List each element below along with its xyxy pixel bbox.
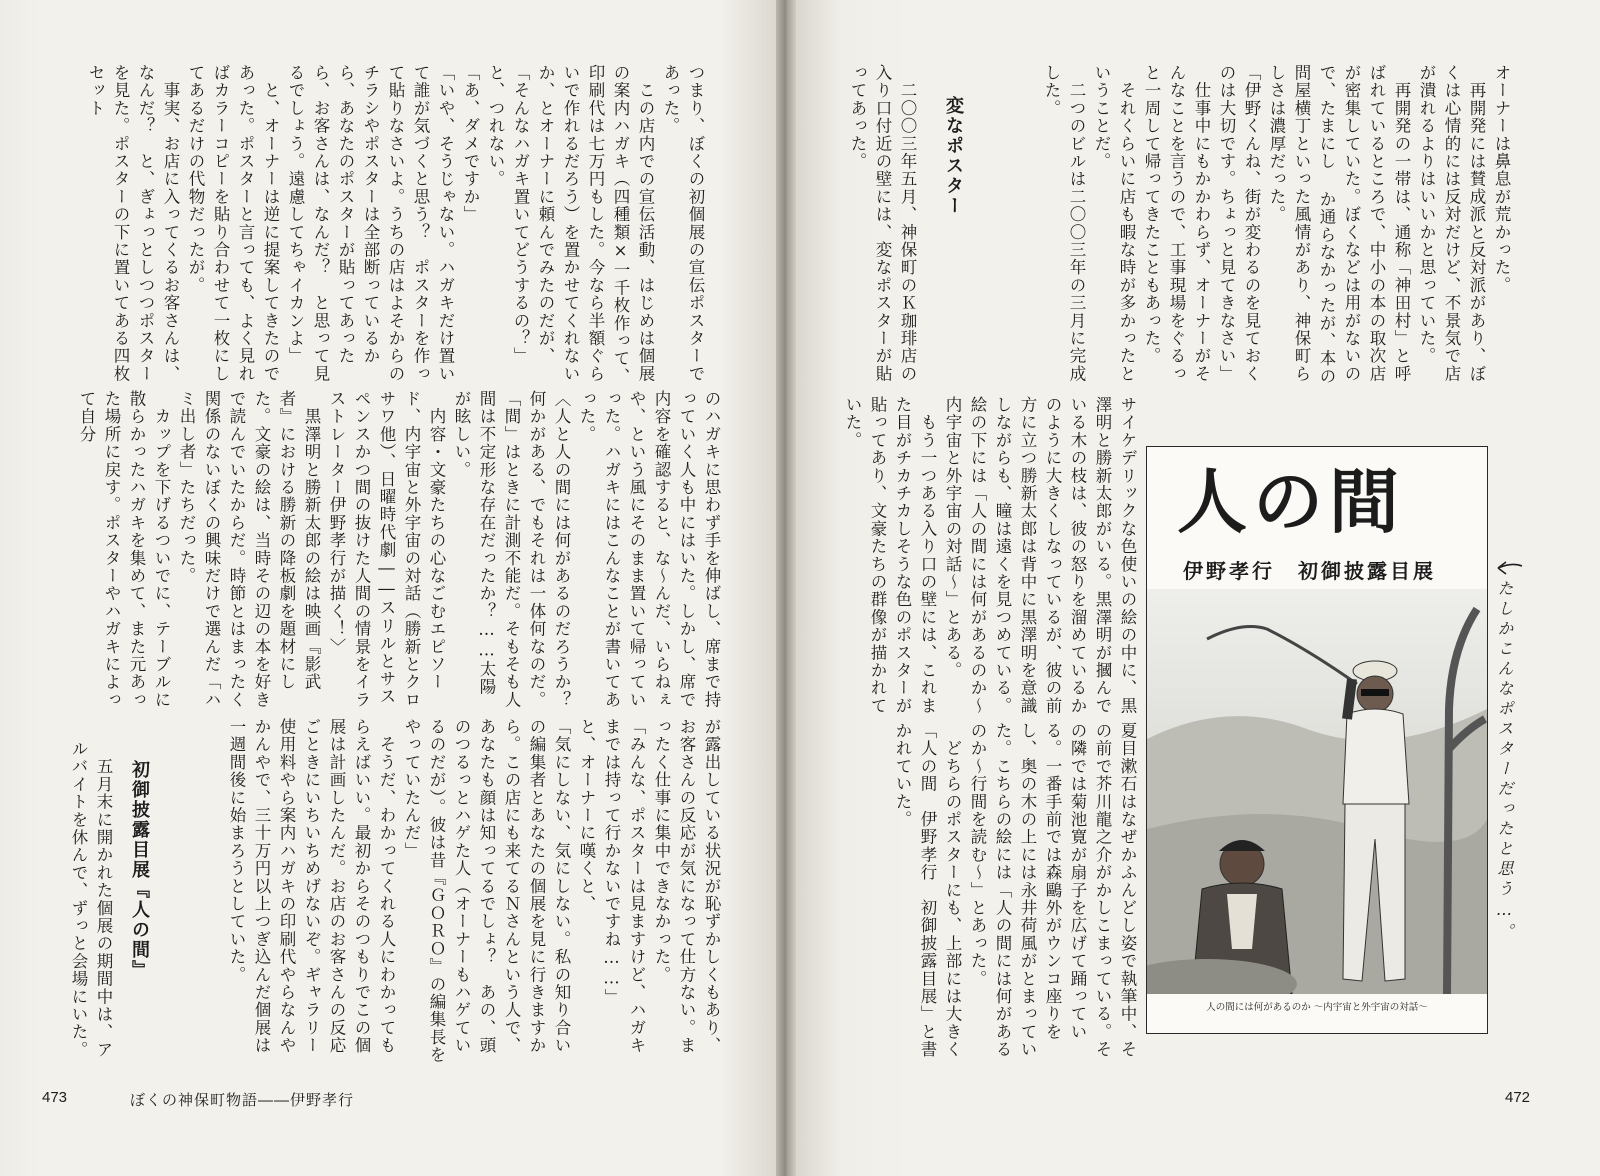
left-folio: 473: [42, 1089, 68, 1106]
poster-subtitle: 伊野孝行 初御披露目展: [1183, 559, 1436, 583]
handwritten-note: たしかこんなポスターだったと思う…。: [1495, 580, 1514, 943]
poster-caption: 人の間には何があるのか ～内宇宙と外宇宙の対話～: [1206, 1002, 1428, 1013]
poster-artwork: [1147, 589, 1487, 994]
left-upper-text: つまり、ぼくの初個展の宣伝ポスターであった。 この店内での宣伝活動、はじめは個展の案内ハガキ（四種類×一千枚作って、印刷代は七万円もした。今なら半額ぐらいで作れるだろう）を置かせてくれないか、とオーナーに頼んでみたのだが、 「そんなハガキ置いてどうするの？」 と、つれない。 「あ、ダメですか」 「いや、そうじゃない。ハガキだけ置いて誰が気づくと思う？ ポスターを作って貼りなさいよ。うちの店はよそからのチラシやポスターは全部断っているから、あなたのポスターが貼ってあったら、お客さんは、なんだ？ と思って見るでしょう。遠慮してちゃイカンよ」 と、オーナーは逆に提案してきたのであった。ポスターと言っても、よく見ればカラーコピーを貼り合わせて一枚にしてあるだけの代物だったが。 事実、お店に入ってくるお客さんは、なんだ？ と、ぎょっとしつつポスターを見た。ポスターの下に置いてある四枚セット: [86, 64, 705, 386]
arrow-icon: [1494, 560, 1524, 580]
poster-title: 人の間: [1177, 460, 1405, 543]
left-after-heading-text: 五月末に開かれた個展の期間中は、アルバイトを休んで、ずっと会場にいた。: [69, 740, 113, 1059]
right-folio: 472: [1505, 1089, 1531, 1106]
section-heading-exhibition: 初御披露目展『人の間』: [129, 760, 150, 980]
left-lower-text: が露出している状況が恥ずかしくもあり、お客さんの反応が気になって仕方ない。まったく仕事に集中できなかった。 「みんな、ポスターは見ますけど、ハガキまでは持って行かないですね……」 と、オーナーに嘆くと、 「気にしない、気にしない。私の知り合いの編集者とあなたの個展を見に行きますから。この店にも来てるＮさんという人で、あなたも顔は知ってるでしょ？ あの、頭のつるっとハゲた人（オーナーもハゲているのだが）。彼は昔『ＧＯＲＯ』の編集長をやっていたんだ」 そうだ、わかってくれる人にわかってもらえばいい。最初からそのつもりでこの個展は計画したんだ。お店のお客さんの反応ごときにいちいちめげないぞ。ギャラリー使用料やら案内ハガキの印刷代やらなんやかんやで、三十万円以上つぎ込んだ個展は一週間後に始まろうとしていた。: [227, 718, 721, 1064]
right-middle-text: サイケデリックな色使いの絵の中に、黒澤明と勝新太郎がいる。黒澤明が摑んでいる木の枝は、彼の怒りを溜めているかのように大きくしなっているが、彼の前方に立つ勝新太郎は背中に黒澤明を意識しながらも、瞳は遠くを見つめている。絵の下には「人の間には何があるのか～内宇宙と外宇宙の対話～」とある。 もう一つある入り口の壁には、これまた目がチカチカしそうな色のポスターが貼ってあり、文豪たちの群像が描かれていた。: [843, 396, 1137, 715]
right-upper-text: オーナーは鼻息が荒かった。 再開発には賛成派と反対派があり、ぼくは心情的には反対だけど、不景気で店が潰れるよりはいいかと思っていた。 再開発の一帯は、通称「神田村」と呼ばれているところで、中小の本の取次店が密集していた。ぼくなどは用がないので、たまにし か通らなかったが、本の問屋横丁といった風情があり、神保町らしさは濃厚だった。 「伊野くんね、街が変わるのを見ておくのは大切です。ちょっと見てきなさい」 仕事中にもかかわらず、オーナーがそんなことを言うので、工事現場をぐるっと一周して帰ってきたこともあった。 それくらいに店も暇な時が多かったということだ。 二つのビルは二〇〇三年の三月に完成した。: [1042, 64, 1511, 386]
section-heading-strange-poster: 変なポスター: [943, 96, 964, 216]
poster-illustration: [1146, 446, 1488, 1034]
running-head: ぼくの神保町物語――伊野孝行: [130, 1091, 355, 1109]
left-middle-text: のハガキに思わず手を伸ばし、席まで持っていく人も中にはいた。しかし、席で内容を確認すると、な～んだ、いらねぇや、という風にそのまま置いて帰っていった。ハガキにはこんなことが書いてあった。 〈人と人の間には何があるのだろうか？何かがある、でもそれは一体何なのだ。「間」はときに計測不能だ。そもそも人間は不定形な存在だったか？……太陽が眩しい。 内容・文豪たちの心なごむエピソード、内宇宙と外宇宙の対話（勝新とクロサワ他）、日曜時代劇――スリルとサスペンスかつ間の抜けた人間の情景をイラストレーター伊野孝行が描く！〉 黒澤明と勝新太郎の絵は映画『影武者』における勝新の降板劇を題材にした。文豪の絵は、当時その辺の本を好きで読んでいたからだ。時節とはまったく関係のないぼくの興味だけで選んだ「ハミ出し者」たちだった。 カップを下げるついでに、テーブルに散らかったハガキを集めて、また元あった場所に戻す。ポスターやハガキによって自分: [77, 390, 721, 709]
book-gutter: [776, 0, 796, 1176]
right-after-heading-text: 二〇〇三年五月、神保町のＫ珈琲店の入り口付近の壁には、変なポスターが貼ってあった。: [848, 64, 917, 383]
right-lower-text: 夏目漱石はなぜかふんどし姿で執筆中、その前で芥川龍之介がかしこまっている。その隣では菊池寛が扇子を広げて踊っている。一番手前では森鷗外がウンコ座りをし、奥の木の上には永井荷風がとまっていた。こちらの絵には「人の間には何があるのか～行間を読む～」とあった。 どちらのポスターにも、上部には大きく「人の間 伊野孝行 初御披露目展」と書かれていた。: [893, 722, 1137, 1059]
